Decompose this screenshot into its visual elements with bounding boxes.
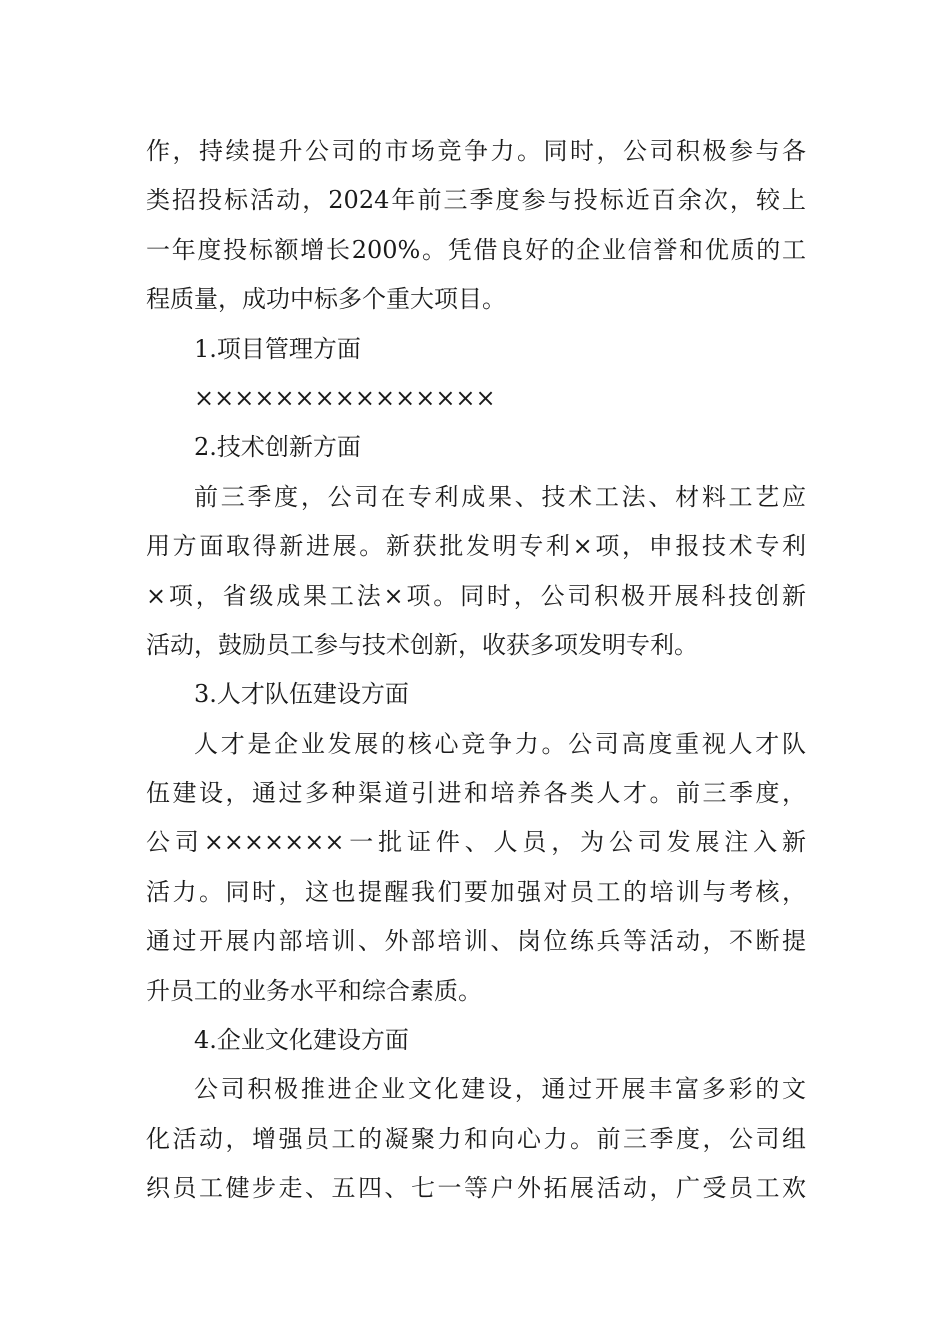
section-heading-tech-innovation: 2.技术创新方面 — [194, 433, 361, 462]
text-line: 化活动，增强员工的凝聚力和向心力。前三季度，公司组 — [146, 1124, 806, 1153]
text-line: 公司积极推进企业文化建设，通过开展丰富多彩的文 — [194, 1075, 806, 1104]
text-line: 活力。同时，这也提醒我们要加强对员工的培训与考核， — [146, 877, 806, 906]
text-line: 用方面取得新进展。新获批发明专利×项，申报技术专利 — [146, 532, 806, 561]
text-line: 升员工的业务水平和综合素质。 — [146, 976, 482, 1005]
text-line: 程质量，成功中标多个重大项目。 — [146, 285, 506, 314]
section-heading-talent: 3.人才队伍建设方面 — [194, 680, 409, 709]
text-line: 前三季度，公司在专利成果、技术工法、材料工艺应 — [194, 482, 806, 511]
text-line: 作，持续提升公司的市场竞争力。同时，公司积极参与各 — [146, 137, 806, 165]
text-line: 伍建设，通过多种渠道引进和培养各类人才。前三季度， — [146, 779, 806, 808]
text-line: 人才是企业发展的核心竞争力。公司高度重视人才队 — [194, 729, 806, 758]
text-line: 公司×××××××一批证件、人员，为公司发展注入新 — [146, 828, 806, 857]
document-body — [146, 127, 806, 1214]
text-line: 通过开展内部培训、外部培训、岗位练兵等活动，不断提 — [146, 927, 806, 956]
text-line: 织员工健步走、五四、七一等户外拓展活动，广受员工欢 — [146, 1174, 806, 1203]
text-line: 活动，鼓励员工参与技术创新，收获多项发明专利。 — [146, 630, 698, 659]
text-line: ×项，省级成果工法×项。同时，公司积极开展科技创新 — [146, 581, 806, 610]
section-heading-project-management: 1.项目管理方面 — [194, 334, 361, 363]
redacted-line: ××××××××××××××× — [194, 383, 496, 412]
text-line: 类招投标活动，2024年前三季度参与投标近百余次，较上 — [146, 186, 806, 215]
text-line: 一年度投标额增长200%。凭借良好的企业信誉和优质的工 — [146, 235, 806, 264]
section-heading-culture: 4.企业文化建设方面 — [194, 1026, 409, 1055]
